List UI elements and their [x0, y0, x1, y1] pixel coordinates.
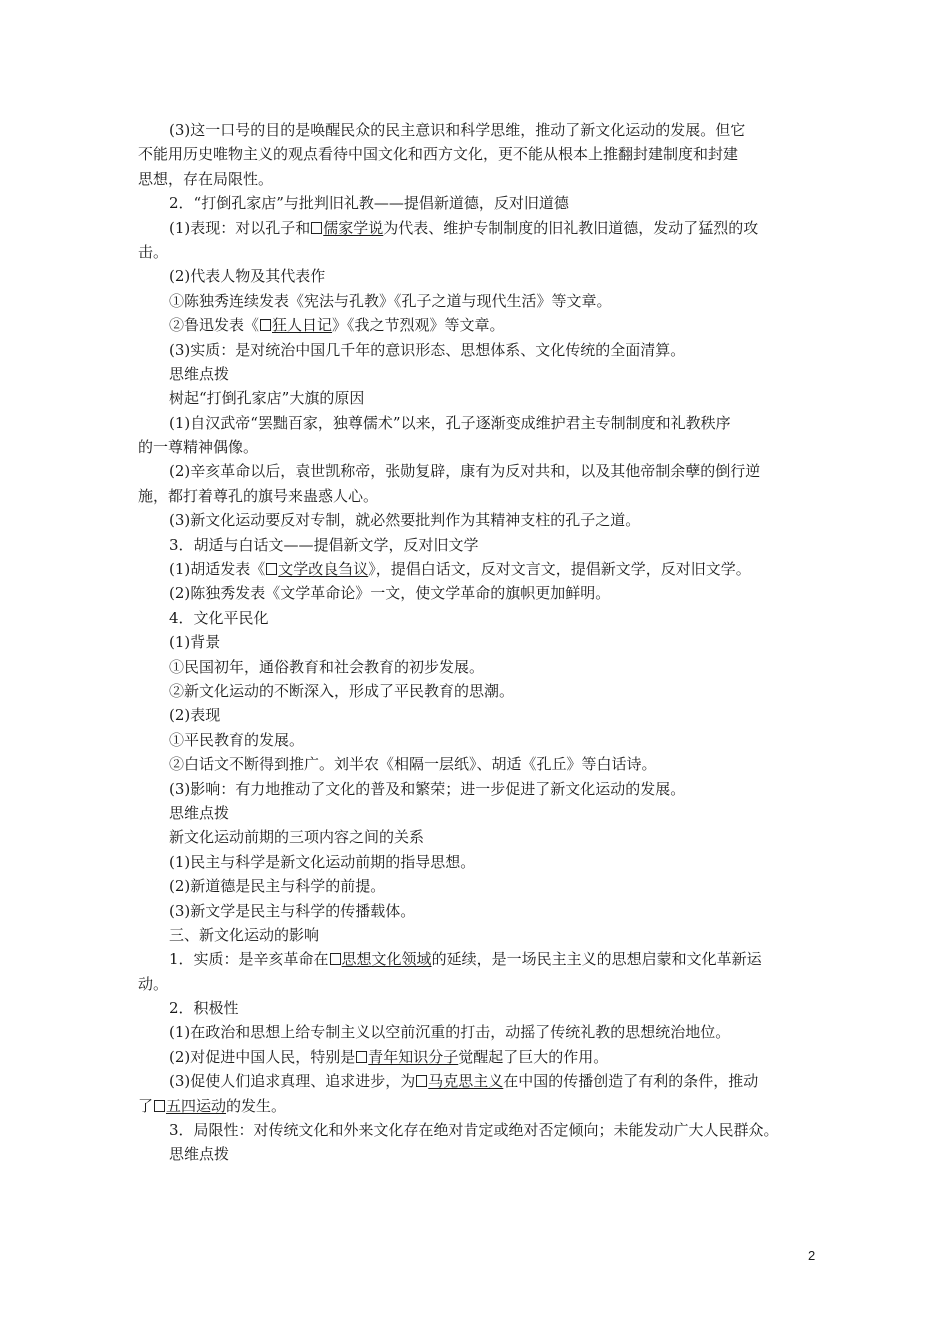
- text-line: [138, 508, 818, 532]
- text-segment: ②新文化运动的不断深入，形成了平民教育的思潮。: [169, 681, 515, 700]
- fill-blank-answer: 文学改良刍议: [278, 560, 369, 579]
- text-line: [138, 801, 818, 825]
- text-segment: (2)代表人物及其代表作: [169, 267, 326, 286]
- text-line: [138, 728, 818, 752]
- text-line: [138, 191, 818, 215]
- text-segment: 思维点拨: [169, 364, 230, 383]
- text-segment: 3．胡适与白话文——提倡新文学，反对旧文学: [169, 535, 479, 554]
- text-line: [138, 947, 818, 971]
- blank-box-icon: [154, 1100, 165, 1112]
- text-line: [138, 923, 818, 947]
- blank-box-icon: [416, 1075, 427, 1087]
- text-line: [138, 118, 818, 142]
- text-segment: 3．局限性：对传统文化和外来文化存在绝对肯定或绝对否定倾向；未能发动广大人民群众。: [169, 1121, 779, 1140]
- text-line: [138, 630, 818, 654]
- text-segment: (2)新道德是民主与科学的前提。: [169, 877, 386, 896]
- text-line: [138, 167, 818, 191]
- text-line: [138, 703, 818, 727]
- text-segment: 思维点拨: [169, 1145, 230, 1164]
- fill-blank-answer: 思想文化领域: [341, 950, 432, 969]
- document-body: [138, 118, 818, 1167]
- text-segment: (3)这一口号的目的是唤醒民众的民主意识和科学思维，推动了新文化运动的发展。但它: [169, 121, 746, 139]
- text-line: [138, 1118, 818, 1142]
- text-segment: 》，提倡白话文，反对文言文，提倡新文学，反对旧文学。: [368, 560, 751, 579]
- text-segment: (1)背景: [169, 633, 221, 652]
- text-segment: (1)在政治和思想上给专制主义以空前沉重的打击，动摇了传统礼教的思想统治地位。: [169, 1023, 731, 1042]
- text-line: [138, 1069, 818, 1093]
- text-segment: (3)新文学是民主与科学的传播载体。: [169, 901, 416, 920]
- text-segment: 施，都打着尊孔的旗号来蛊惑人心。: [138, 486, 379, 505]
- text-line: [138, 679, 818, 703]
- fill-blank-answer: 儒家学说: [323, 218, 384, 237]
- text-line: [138, 1020, 818, 1044]
- text-segment: 动。: [138, 974, 169, 993]
- text-segment: ②鲁迅发表《: [169, 316, 260, 335]
- text-segment: 4．文化平民化: [169, 608, 269, 627]
- text-segment: (3)实质：是对统治中国几千年的意识形态、思想体系、文化传统的全面清算。: [169, 340, 686, 359]
- text-segment: (1)民主与科学是新文化运动前期的指导思想。: [169, 852, 476, 871]
- text-line: [138, 1045, 818, 1069]
- text-line: [138, 874, 818, 898]
- text-segment: 觉醒起了巨大的作用。: [458, 1047, 609, 1066]
- text-line: [138, 606, 818, 630]
- text-line: [138, 484, 818, 508]
- text-segment: (3)新文化运动要反对专制，就必然要批判作为其精神支柱的孔子之道。: [169, 511, 641, 530]
- fill-blank-answer: 狂人日记: [272, 316, 333, 335]
- fill-blank-answer: 五四运动: [166, 1096, 227, 1115]
- text-segment: ②白话文不断得到推广。刘半农《相隔一层纸》、胡适《孔丘》等白话诗。: [169, 755, 657, 774]
- text-line: [138, 313, 818, 337]
- text-segment: 思想，存在局限性。: [138, 169, 274, 188]
- text-line: [138, 1094, 818, 1118]
- blank-box-icon: [260, 319, 271, 331]
- text-line: [138, 533, 818, 557]
- text-segment: (1)表现：对以孔子和: [169, 218, 311, 237]
- page-number: 2: [808, 1248, 816, 1263]
- text-segment: (1)胡适发表《: [169, 560, 266, 579]
- text-segment: 的发生。: [226, 1096, 287, 1115]
- text-segment: ①陈独秀连续发表《宪法与孔教》《孔子之道与现代生活》等文章。: [169, 291, 612, 310]
- blank-box-icon: [330, 953, 341, 965]
- text-line: [138, 216, 818, 240]
- text-segment: 思维点拨: [169, 803, 230, 822]
- text-line: [138, 825, 818, 849]
- blank-box-icon: [311, 222, 322, 234]
- text-segment: (2)对促进中国人民，特别是: [169, 1047, 356, 1066]
- text-line: [138, 752, 818, 776]
- text-segment: (2)表现: [169, 706, 221, 725]
- blank-box-icon: [356, 1051, 367, 1063]
- text-line: [138, 850, 818, 874]
- text-segment: 为代表、维护专制制度的旧礼教旧道德，发动了猛烈的攻: [383, 218, 759, 237]
- text-line: [138, 557, 818, 581]
- text-line: [138, 581, 818, 605]
- text-line: [138, 899, 818, 923]
- fill-blank-answer: 马克思主义: [428, 1072, 504, 1091]
- text-line: [138, 996, 818, 1020]
- text-segment: 了: [138, 1096, 154, 1115]
- text-line: [138, 1142, 818, 1166]
- text-segment: ①平民教育的发展。: [169, 730, 305, 749]
- text-segment: 在中国的传播创造了有利的条件，推动: [503, 1072, 759, 1091]
- text-line: [138, 240, 818, 264]
- text-segment: 》《我之节烈观》等文章。: [332, 316, 505, 335]
- text-segment: (3)促使人们追求真理、追求进步，为: [169, 1072, 416, 1091]
- text-line: [138, 459, 818, 483]
- text-segment: 树起“打倒孔家店”大旗的原因: [169, 389, 365, 408]
- text-line: [138, 338, 818, 362]
- text-line: [138, 289, 818, 313]
- text-line: [138, 435, 818, 459]
- text-line: [138, 264, 818, 288]
- text-segment: (2)陈独秀发表《文学革命论》一文，使文学革命的旗帜更加鲜明。: [169, 584, 611, 603]
- text-line: [138, 777, 818, 801]
- text-segment: 的一尊精神偶像。: [138, 438, 259, 457]
- text-segment: (1)自汉武帝“罢黜百家，独尊儒术”以来，孔子逐渐变成维护君主专制制度和礼教秩序: [169, 413, 731, 432]
- text-segment: 1．实质：是辛亥革命在: [169, 950, 329, 969]
- blank-box-icon: [266, 563, 277, 575]
- text-segment: ①民国初年，通俗教育和社会教育的初步发展。: [169, 657, 485, 676]
- text-line: [138, 972, 818, 996]
- text-line: [138, 362, 818, 386]
- text-segment: (3)影响：有力地推动了文化的普及和繁荣；进一步促进了新文化运动的发展。: [169, 779, 686, 798]
- text-segment: 新文化运动前期的三项内容之间的关系: [169, 828, 425, 847]
- text-line: [138, 655, 818, 679]
- fill-blank-answer: 青年知识分子: [368, 1047, 459, 1066]
- text-segment: 2．积极性: [169, 999, 239, 1018]
- text-segment: 击。: [138, 242, 169, 261]
- text-line: [138, 411, 818, 435]
- text-segment: (2)辛亥革命以后，袁世凯称帝，张勋复辟，康有为反对共和，以及其他帝制余孽的倒行逆: [169, 462, 761, 481]
- text-segment: 2．“打倒孔家店”与批判旧礼教——提倡新道德，反对旧道德: [169, 194, 569, 213]
- text-line: [138, 386, 818, 410]
- text-line: [138, 142, 818, 166]
- text-segment: 不能用历史唯物主义的观点看待中国文化和西方文化，更不能从根本上推翻封建制度和封建: [138, 145, 739, 164]
- text-segment: 的延续，是一场民主主义的思想启蒙和文化革新运: [431, 950, 762, 969]
- text-segment: 三、新文化运动的影响: [169, 925, 320, 944]
